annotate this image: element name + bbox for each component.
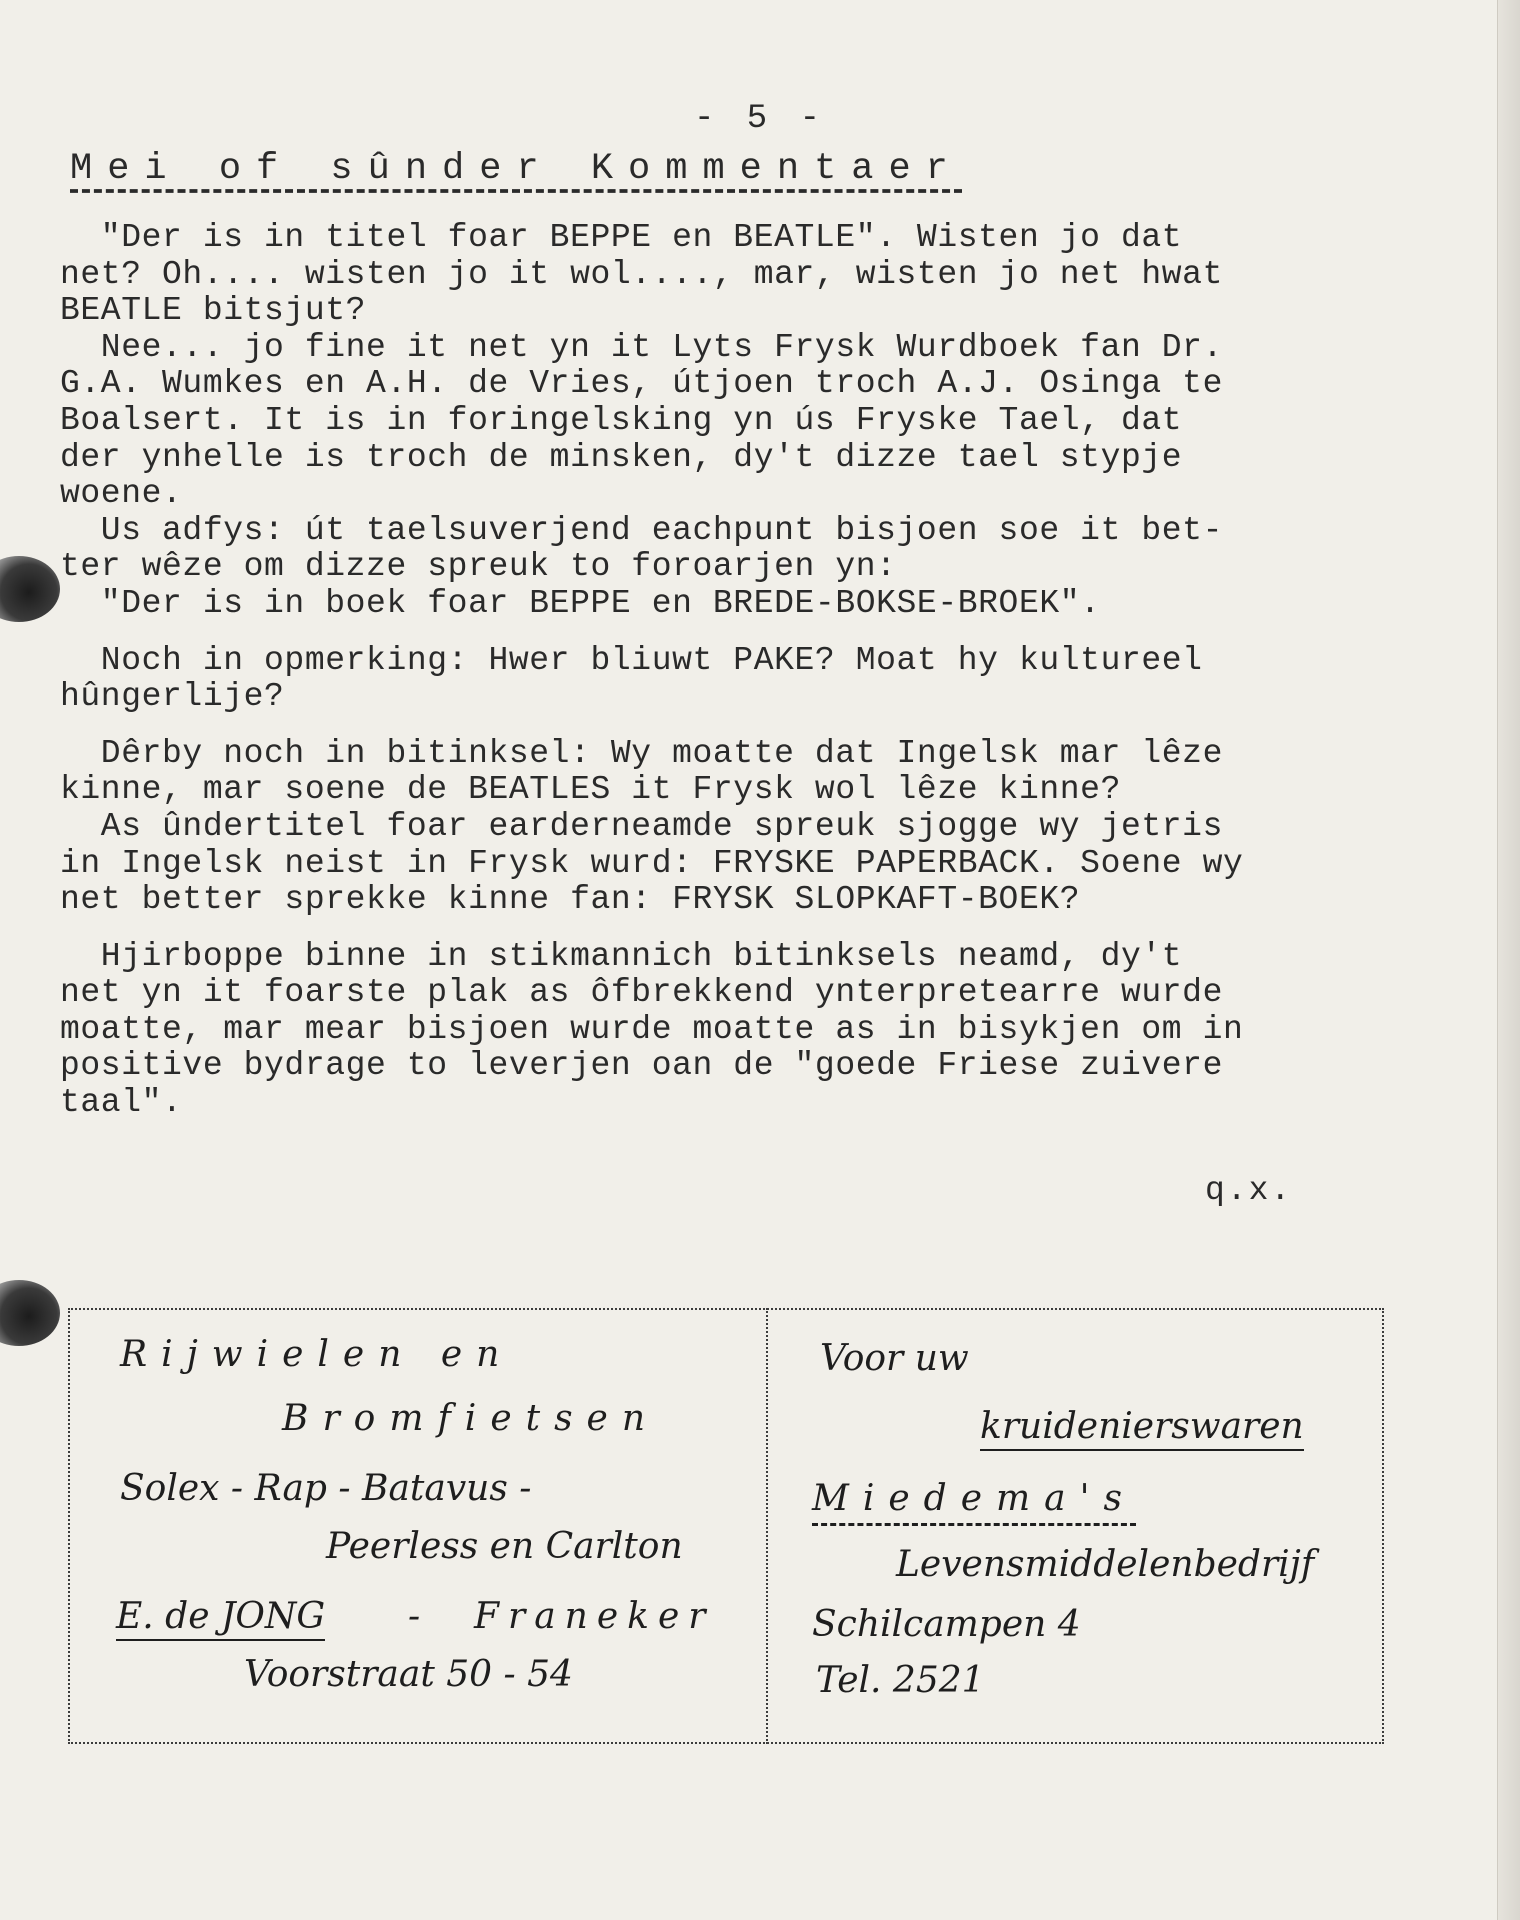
punch-hole-lower [0, 1280, 60, 1346]
paragraph-5 [60, 736, 1400, 919]
page-edge [1497, 0, 1520, 1920]
text-line: Us adfys: út taelsuverjend eachpunt bisjoen soe it bet- [60, 511, 1223, 549]
ad-left-line1: Rijwielen en [120, 1334, 514, 1375]
text-line: Noch in opmerking: Hwer bliuwt PAKE? Moat hy kultureel [60, 641, 1203, 679]
text-line: Boalsert. It is in foringelsking yn ús Fryske Tael, dat [60, 401, 1183, 439]
text-line: Nee... jo fine it net yn it Lyts Frysk Wurdboek fan Dr. [60, 328, 1223, 366]
text-line: in Ingelsk neist in Frysk wurd: FRYSKE PAPERBACK. Soene wy [60, 844, 1244, 882]
text-line: taal". [60, 1084, 183, 1122]
ad-left-address: Voorstraat 50 - 54 [244, 1654, 573, 1695]
text-line: G.A. Wumkes en A.H. de Vries, útjoen troch A.J. Osinga te [60, 365, 1223, 403]
text-line: "Der is in titel foar BEPPE en BEATLE". Wisten jo dat [60, 219, 1183, 256]
text-line: net? Oh.... wisten jo it wol...., mar, wisten jo net hwat [60, 255, 1223, 293]
paragraph-6 [60, 939, 1400, 1122]
ad-right-phone: Tel. 2521 [816, 1660, 985, 1701]
article-title: Mei of sûnder Kommentaer [70, 148, 963, 190]
ad-left-line2: Bromfietsen [282, 1398, 660, 1439]
text-line: moatte, mar mear bisjoen wurde moatte as in bisykjen om in [60, 1010, 1244, 1048]
paragraph-1 [60, 220, 1400, 330]
text-line: hûngerlije? [60, 678, 285, 716]
paragraph-2 [60, 330, 1400, 513]
article-signature: q.x. [1205, 1172, 1293, 1209]
article-body [60, 220, 1400, 1122]
text-line: kinne, mar soene de BEATLES it Frysk wol lêze kinne? [60, 771, 1121, 809]
text-line: der ynhelle is troch de minsken, dy't dizze tael stypje [60, 438, 1183, 476]
text-line: As ûndertitel foar earderneamde spreuk sjogge wy jetris [60, 807, 1223, 845]
page-number: - 5 - [693, 100, 827, 138]
ad-right-shop-type: Levensmiddelenbedrijf [896, 1544, 1315, 1585]
paragraph-3 [60, 513, 1400, 623]
text-line: Hjirboppe binne in stikmannich bitinksels neamd, dy't [60, 937, 1183, 975]
ad-left-town: Franeker [474, 1596, 715, 1637]
ad-left-brands2: Peerless en Carlton [326, 1526, 683, 1567]
text-line: net better sprekke kinne fan: FRYSK SLOPKAFT-BOEK? [60, 881, 1081, 919]
ad-right-line1: Voor uw [820, 1338, 969, 1379]
ad-right-line2: kruidenierswaren [980, 1406, 1304, 1451]
ad-right-address: Schilcampen 4 [812, 1604, 1081, 1645]
text-line: positive bydrage to leverjen oan de "goede Friese zuivere [60, 1047, 1223, 1085]
ad-right-shop-name: Miedema's [812, 1478, 1136, 1526]
text-line: net yn it foarste plak as ôfbrekkend ynterpretearre wurde [60, 974, 1223, 1012]
ad-left-dealer-name: E. de JONG [116, 1596, 325, 1641]
text-line: "Der is in boek foar BEPPE en BREDE-BOKSE-BROEK". [60, 584, 1101, 622]
ad-left-brands1: Solex - Rap - Batavus - [120, 1468, 532, 1509]
punch-hole-upper [0, 556, 60, 622]
paragraph-4 [60, 643, 1400, 716]
ad-left-dealer-separator: - [408, 1596, 421, 1637]
text-line: Dêrby noch in bitinksel: Wy moatte dat Ingelsk mar lêze [60, 734, 1223, 772]
text-line: woene. [60, 475, 183, 513]
text-line: BEATLE bitsjut? [60, 292, 367, 330]
text-line: ter wêze om dizze spreuk to foroarjen yn: [60, 548, 897, 586]
advertisement-divider [766, 1308, 768, 1744]
